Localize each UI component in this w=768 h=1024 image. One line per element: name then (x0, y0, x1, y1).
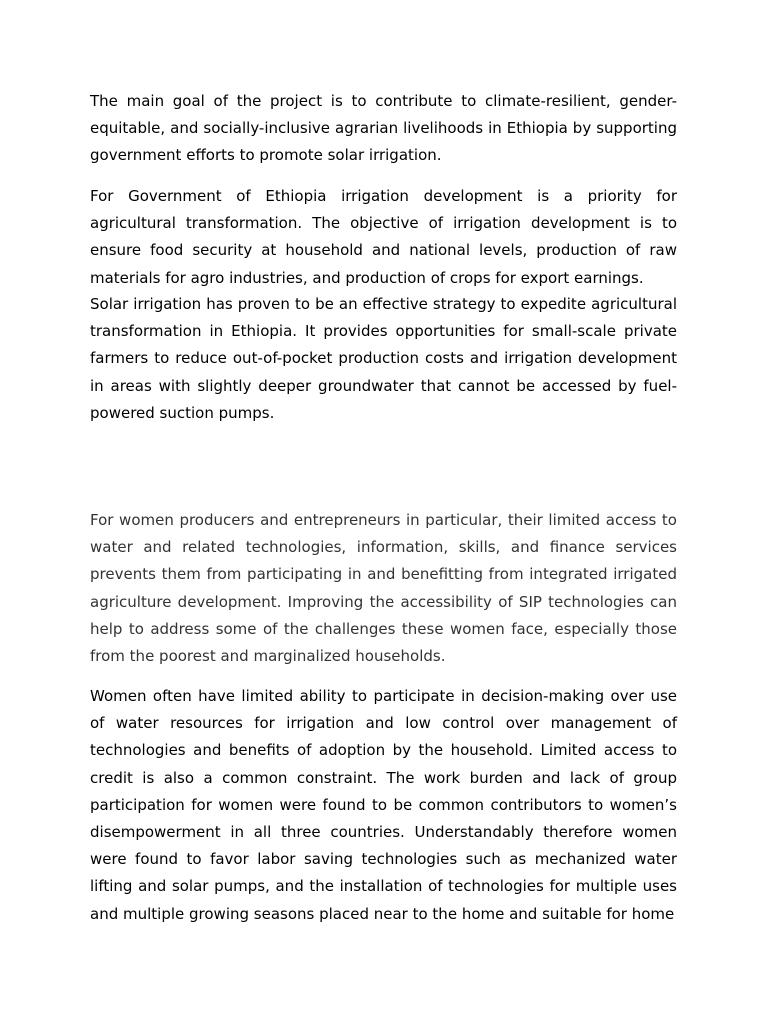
paragraph-text: The main goal of the project is to contribute to climate-resilient, gender-equitable, and socially-inclusive agrarian livelihoods in Ethiopia by supporting government efforts to promote solar irrigation. (90, 92, 677, 165)
paragraph-government-priority (90, 183, 677, 292)
paragraph-text: Women often have limited ability to participate in decision-making over use of water resources for irrigation and low control over management of technologies and benefits of adoption by the household. Limited access to credit is also a common constraint. The work burden and lack of group participation for women were found to be common contributors to women’s disempowerment in all three countries. Understandably therefore women were found to favor labor saving technologies such as mechanized water lifting and solar pumps, and the installation of technologies for multiple uses and multiple growing seasons placed near to the home and suitable for home (90, 687, 677, 923)
paragraph-women-decision-making (90, 683, 677, 928)
paragraph-text: For women producers and entrepreneurs in particular, their limited access to water and related technologies, information, skills, and finance services prevents them from participating in and benefitting from integrated irrigated agriculture development. Improving the accessibility of SIP technologies can help to address some of the challenges these women face, especially those from the poorest and marginalized households. (90, 511, 677, 666)
paragraph-project-goal (90, 88, 677, 170)
paragraph-solar-irrigation (90, 291, 677, 427)
paragraph-women-producers (90, 507, 677, 670)
paragraph-text: Solar irrigation has proven to be an effective strategy to expedite agricultural transformation in Ethiopia. It provides opportunities for small-scale private farmers to reduce out-of-pocket production costs and irrigation development in areas with slightly deeper groundwater that cannot be accessed by fuel-powered suction pumps. (90, 295, 677, 422)
paragraph-text: For Government of Ethiopia irrigation development is a priority for agricultural transformation. The objective of irrigation development is to ensure food security at household and national levels, production of raw materials for agro industries, and production of crops for export earnings. (90, 187, 677, 287)
